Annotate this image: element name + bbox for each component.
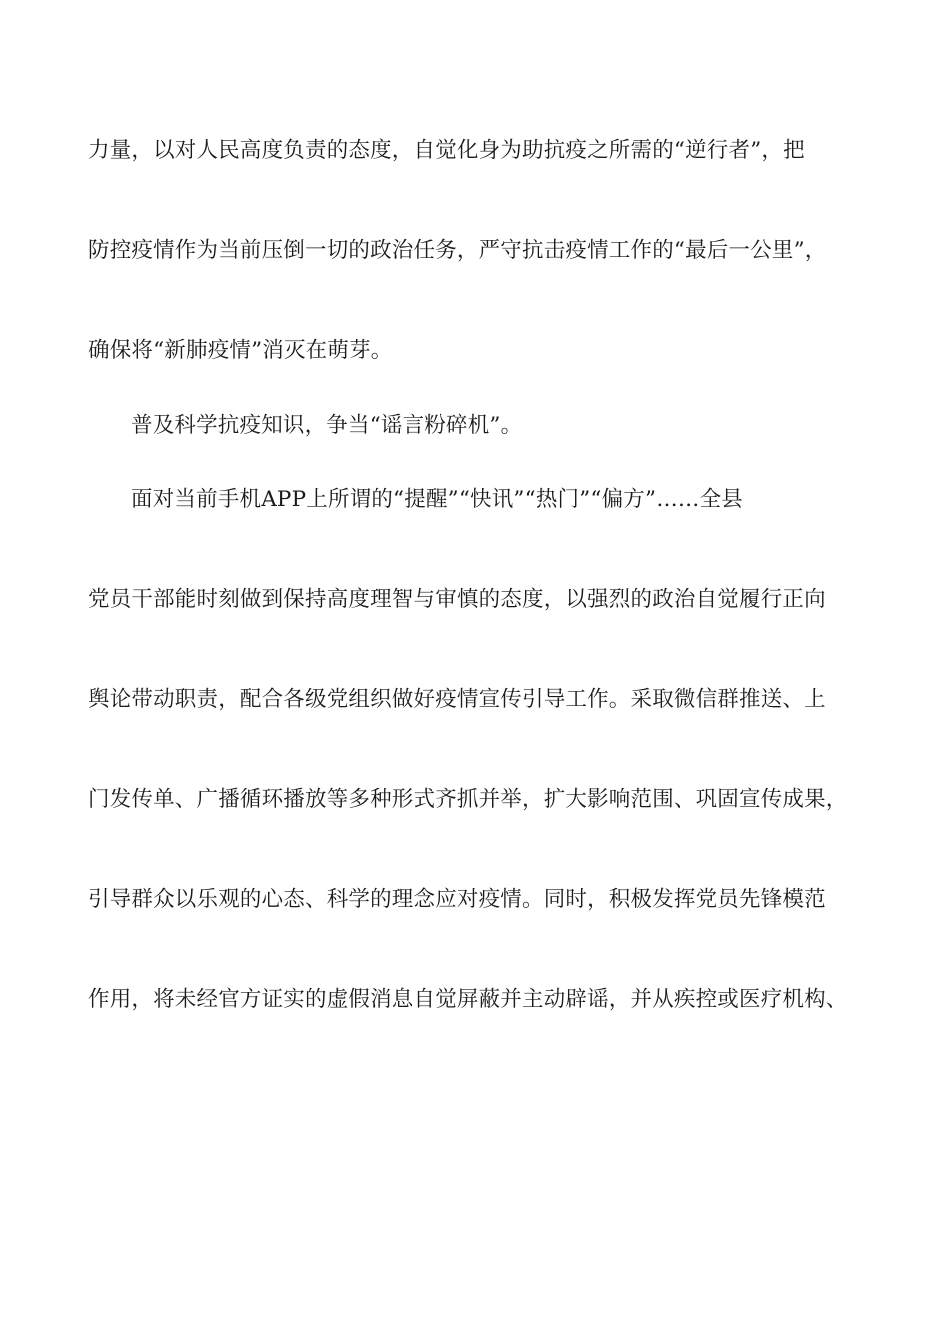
- paragraph-heading: 普及科学抗疫知识，争当“谣言粉碎机”。: [131, 413, 523, 438]
- text-line: 门发传单、广播循环播放等多种形式齐抓并举，扩大影响范围、巩固宣传成果，: [88, 787, 848, 812]
- text-line: 力量，以对人民高度负责的态度，自觉化身为助抗疫之所需的“逆行者”，把: [88, 138, 805, 163]
- text-line: 确保将“新肺疫情”消灭在萌芽。: [88, 338, 393, 363]
- text-line: 党员干部能时刻做到保持高度理智与审慎的态度，以强烈的政治自觉履行正向: [88, 587, 826, 612]
- text-line: 引导群众以乐观的心态、科学的理念应对疫情。同时，积极发挥党员先锋模范: [88, 887, 826, 912]
- text-line: 舆论带动职责，配合各级党组织做好疫情宣传引导工作。采取微信群推送、上: [88, 687, 826, 712]
- text-line: 防控疫情作为当前压倒一切的政治任务，严守抗击疫情工作的“最后一公里”，: [88, 238, 827, 263]
- text-line: 作用，将未经官方证实的虚假消息自觉屏蔽并主动辟谣，并从疾控或医疗机构、: [88, 987, 848, 1012]
- text-line: 面对当前手机APP上所谓的“提醒”“快讯”“热门”“偏方”……全县: [131, 487, 743, 512]
